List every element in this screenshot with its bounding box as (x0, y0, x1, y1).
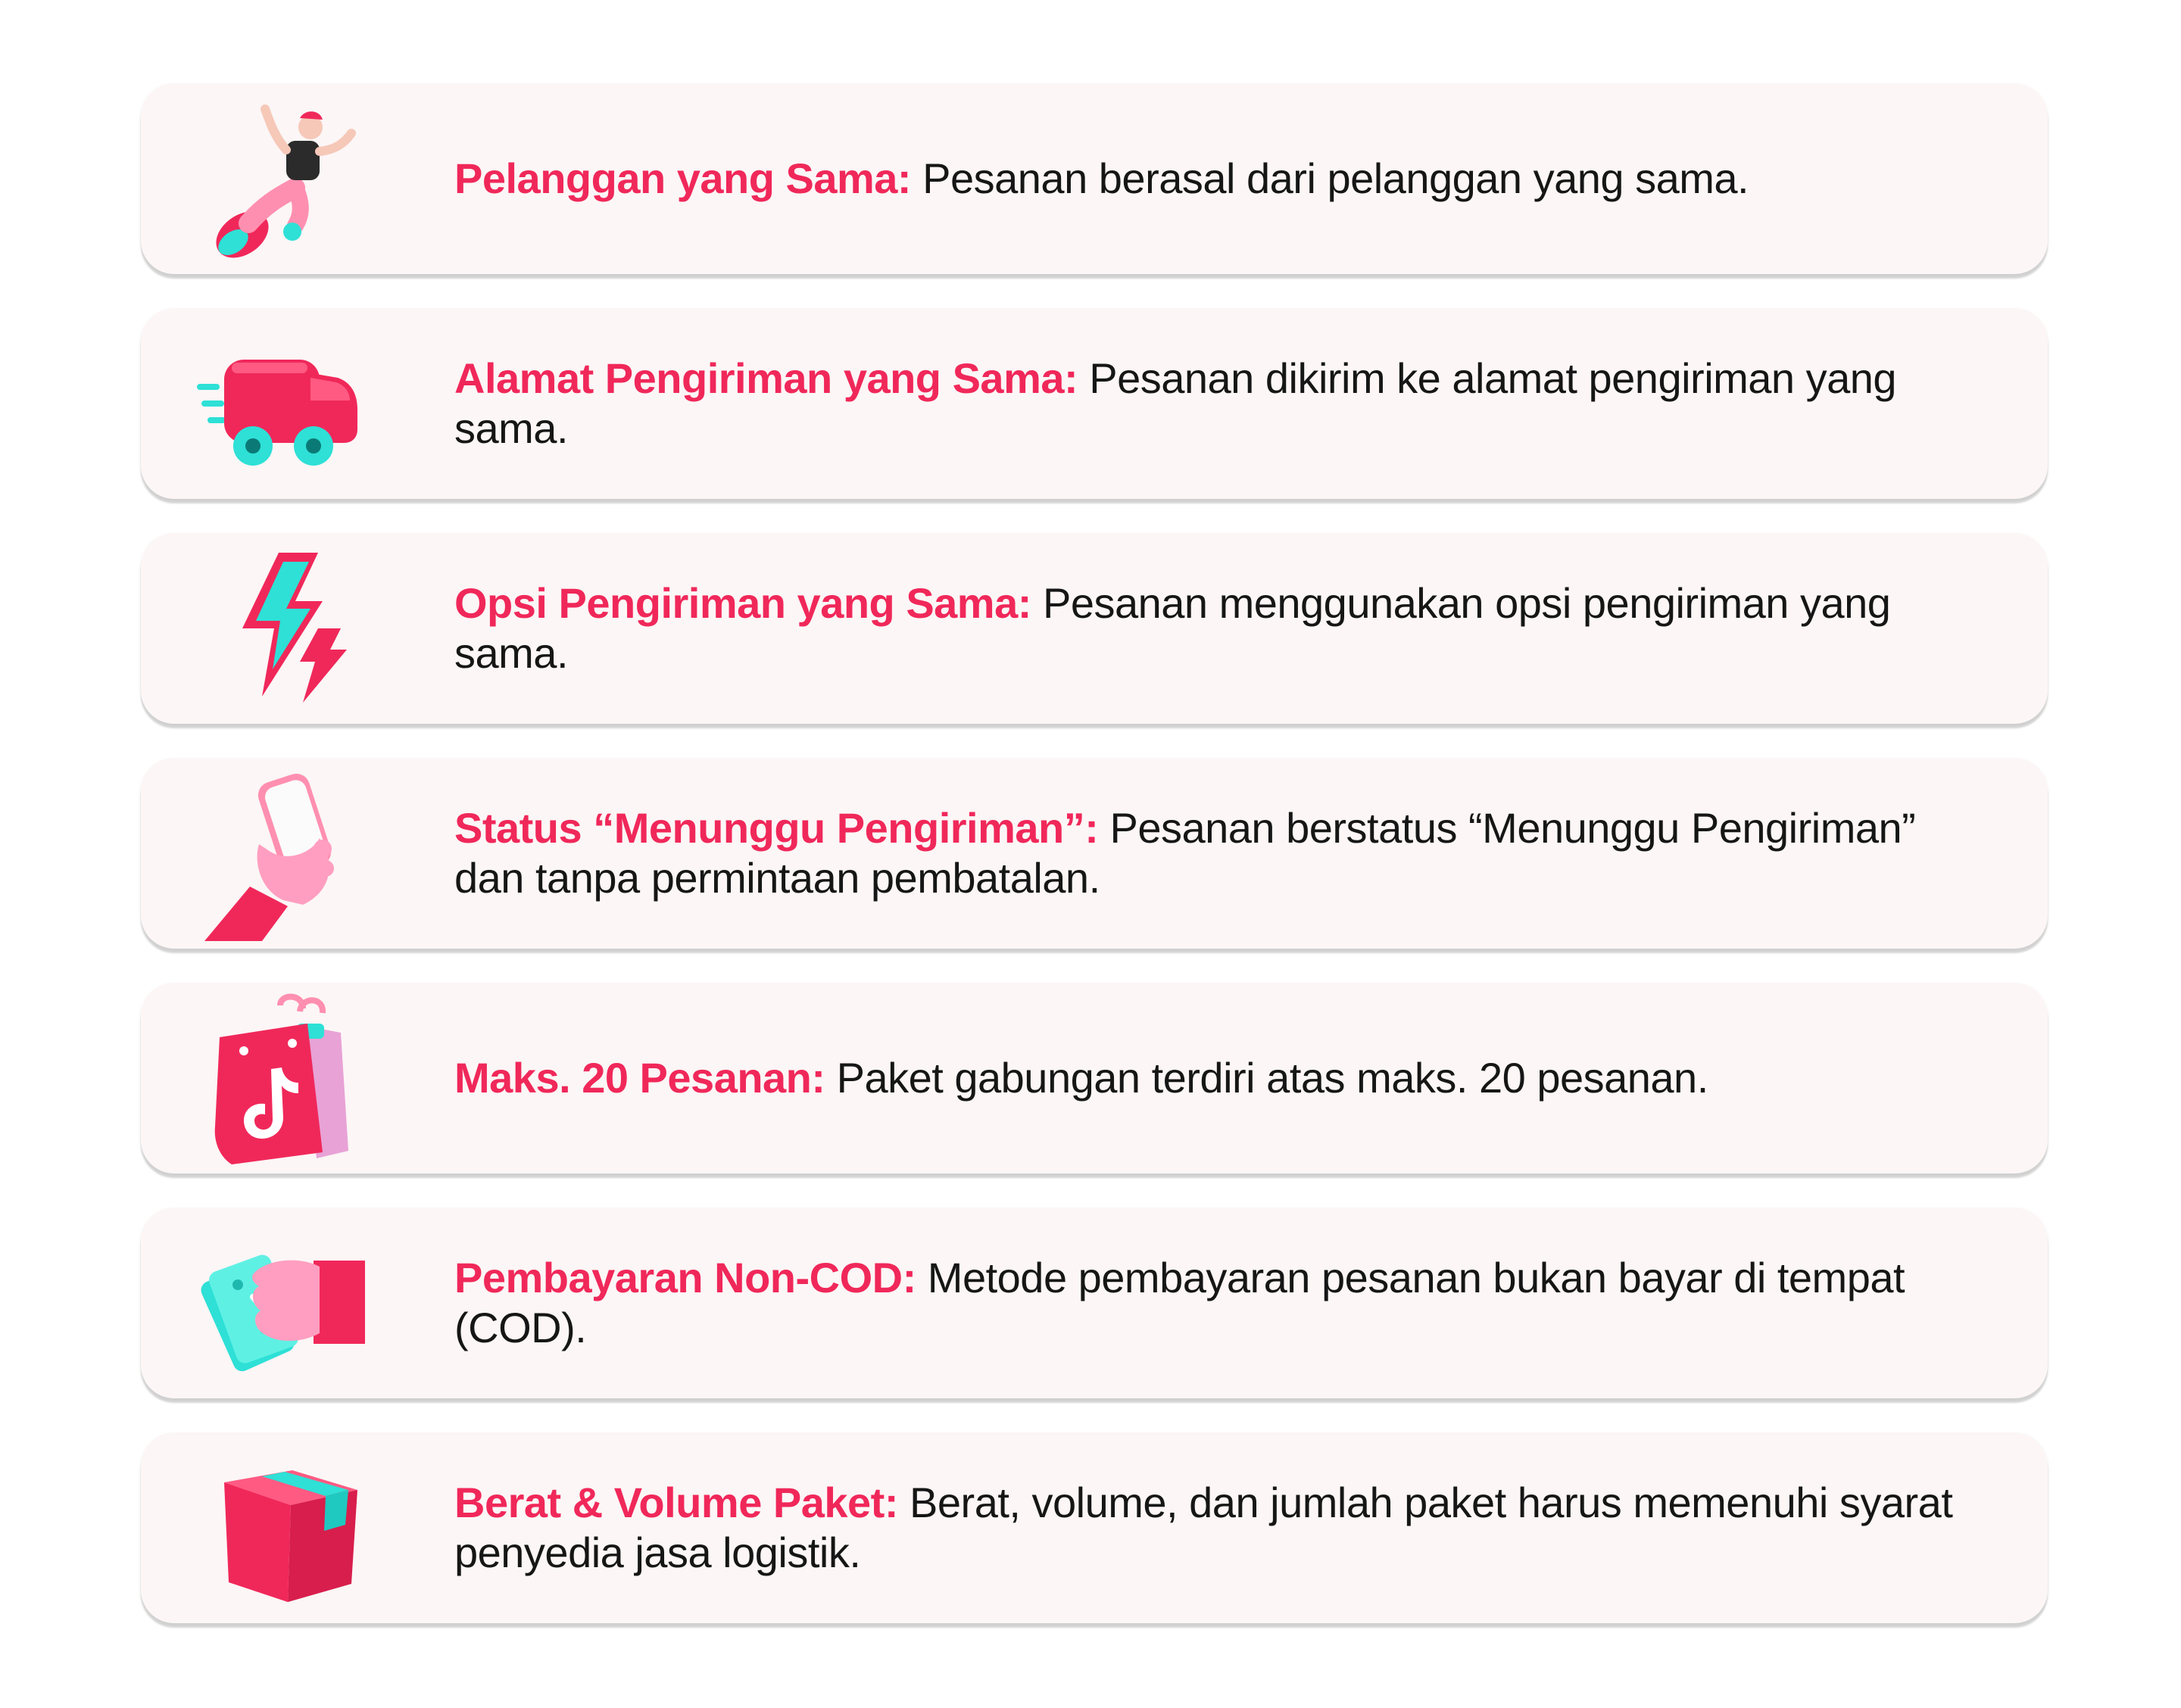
requirement-card-max-orders (141, 983, 2048, 1173)
delivery-truck-icon (189, 316, 365, 491)
requirement-description: Pesanan dikirim ke alamat pengiriman yang sama. (454, 354, 1897, 452)
requirement-description: Paket gabungan terdiri atas maks. 20 pesanan. (836, 1054, 1708, 1102)
hand-holding-phone-icon (189, 765, 365, 941)
requirement-description: Pesanan berstatus “Menunggu Pengiriman” dan tanpa permintaan pembatalan. (454, 804, 1916, 902)
requirement-title: Berat & Volume Paket: (454, 1479, 898, 1526)
requirement-description: Pesanan berasal dari pelanggan yang sama. (922, 154, 1749, 202)
requirement-card-non-cod-payment (141, 1208, 2048, 1398)
hand-holding-cash-icon (189, 1215, 365, 1391)
requirement-description: Pesanan menggunakan opsi pengiriman yang sama. (454, 579, 1891, 677)
lightning-bolt-icon (189, 541, 365, 716)
requirement-description: Berat, volume, dan jumlah paket harus memenuhi syarat penyedia jasa logistik. (454, 1479, 1953, 1576)
requirement-title: Alamat Pengiriman yang Sama: (454, 354, 1078, 402)
requirement-title: Pelanggan yang Sama: (454, 154, 912, 202)
requirement-description: Metode pembayaran pesanan bukan bayar di tempat (COD). (454, 1254, 1905, 1351)
person-riding-bag-icon (189, 91, 365, 266)
requirement-card-package-weight-volume (141, 1432, 2048, 1623)
requirement-title: Pembayaran Non-COD: (454, 1254, 916, 1301)
requirement-title: Opsi Pengiriman yang Sama: (454, 579, 1031, 627)
requirement-card-awaiting-shipment-status (141, 758, 2048, 949)
package-box-icon (189, 1440, 365, 1616)
requirement-card-same-shipping-option (141, 533, 2048, 724)
requirement-card-same-address (141, 308, 2048, 499)
requirement-title: Maks. 20 Pesanan: (454, 1054, 825, 1102)
requirement-card-same-customer (141, 83, 2048, 274)
requirement-title: Status “Menunggu Pengiriman”: (454, 804, 1099, 852)
shopping-bag-icon (189, 990, 365, 1166)
